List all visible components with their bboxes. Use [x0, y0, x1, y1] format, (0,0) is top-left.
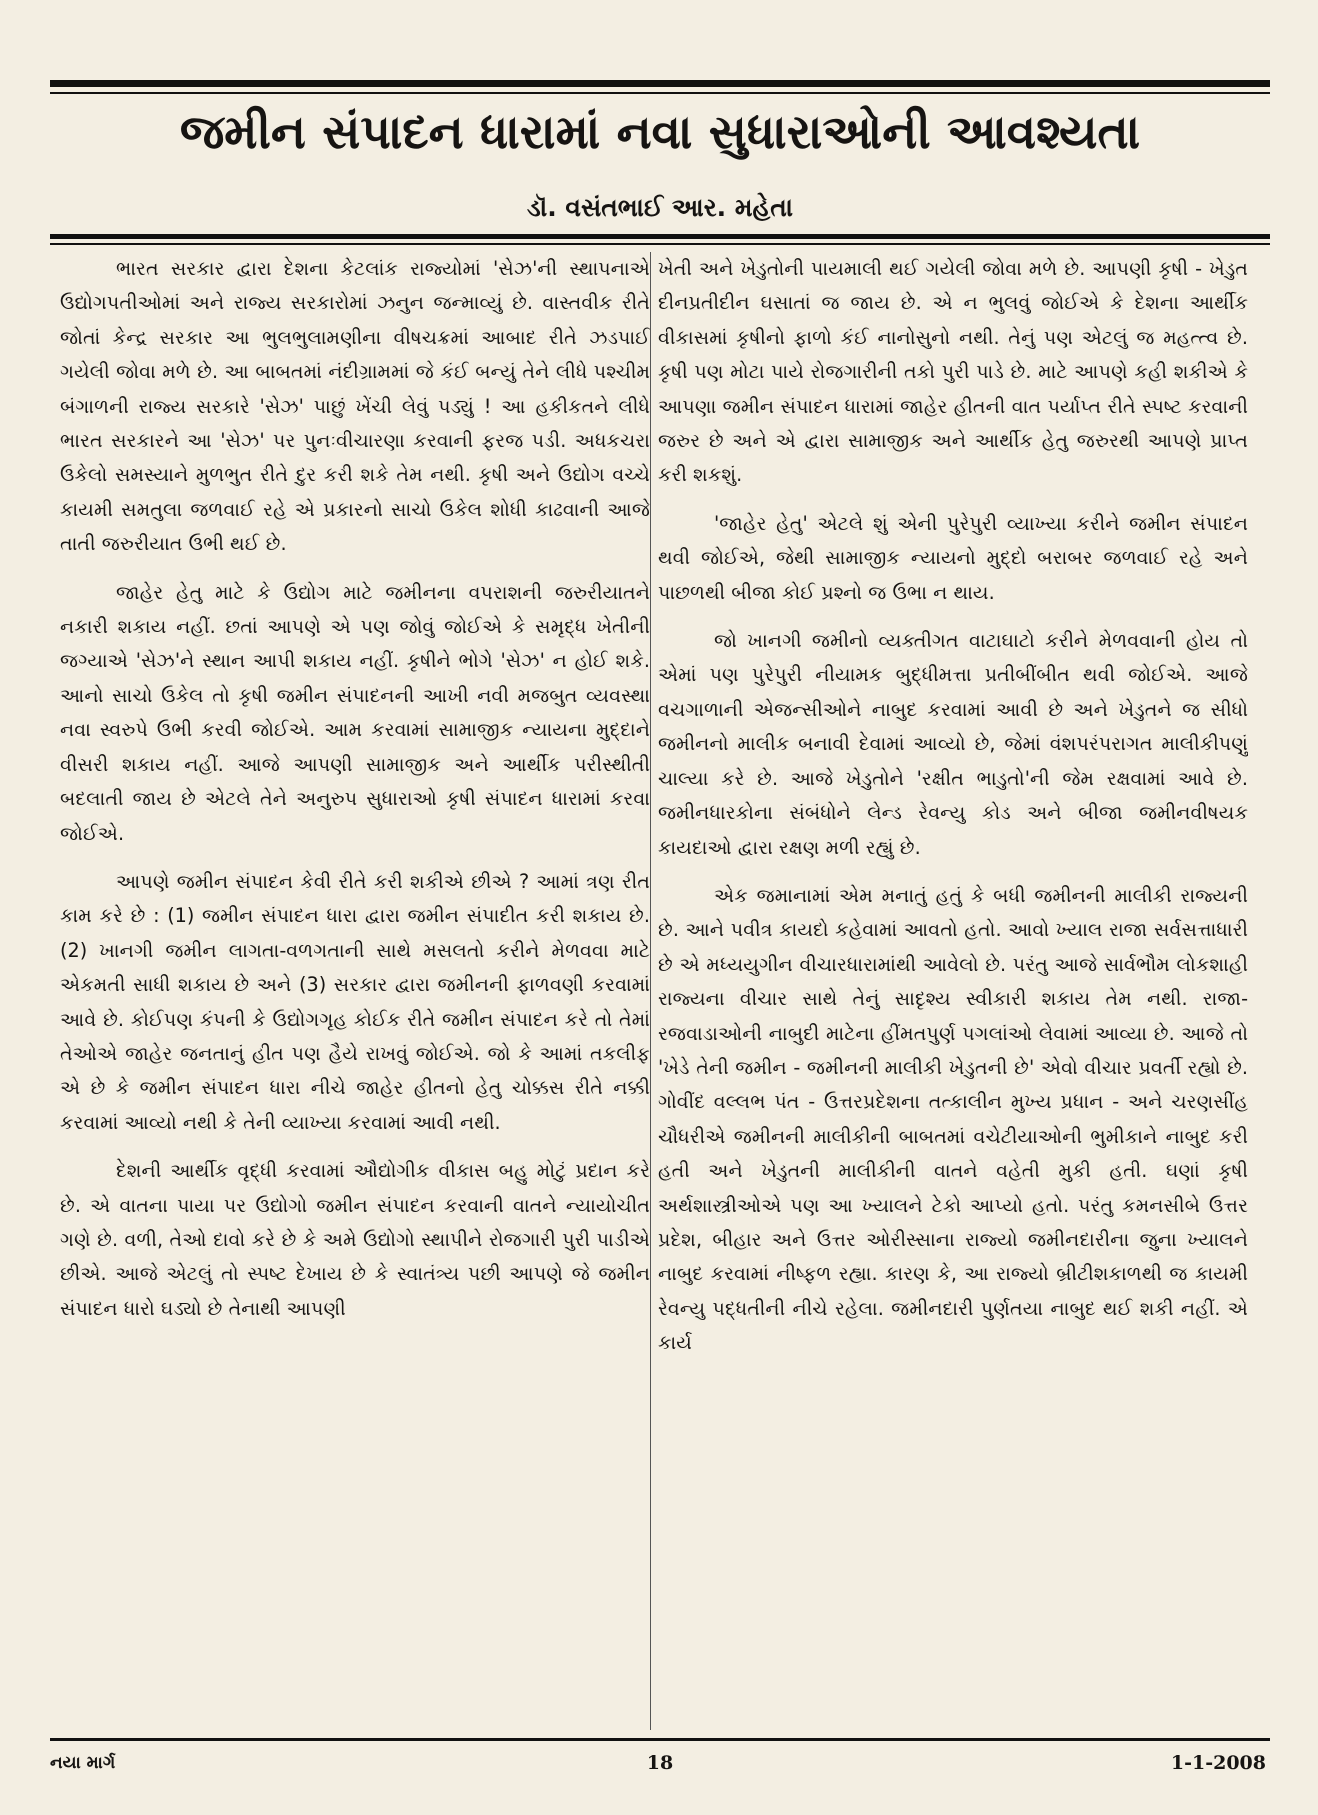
left-column [60, 252, 650, 1730]
right-column [658, 252, 1248, 1730]
issue-date: 1-1-2008 [1170, 1752, 1266, 1774]
paragraph: એક જમાનામાં એમ મનાતું હતું કે બધી જમીનની માલીકી રાજ્યની છે. આને પવીત્ર કાયદો કહેવામાં આવતો હતો. આવો ખ્યાલ રાજા સર્વસત્તાધારી છે એ મધ્યયુગીન વીચારધારામાંથી આવેલો છે. પરંતુ આજે સાર્વભૌમ લોકશાહી રાજ્યના વીચાર સાથે તેનું સાદૃશ્ય સ્વીકારી શકાય તેમ નથી. રાજા-રજવાડાઓની નાબુદી માટેના હીંમતપુર્ણ પગલાંઓ લેવામાં આવ્યા છે. આજે તો 'ખેડે તેની જમીન - જમીનની માલીકી ખેડુતની છે' એવો વીચાર પ્રવર્તી રહ્યો છે. ગોવીંદ વલ્લભ પંત - ઉત્તરપ્રદેશના તત્કાલીન મુખ્ય પ્રધાન - અને ચરણસીંહ ચૌધરીએ જમીનની માલીકીની બાબતમાં વચેટીયાઓની ભુમીકાને નાબુદ કરી હતી અને ખેડુતની માલીકીની વાતને વહેતી મુકી હતી. ઘણાં કૃષી અર્થશાસ્ત્રીઓએ પણ આ ખ્યાલને ટેકો આપ્યો હતો. પરંતુ કમનસીબે ઉત્તર પ્રદેશ, બીહાર અને ઉત્તર ઓરીસ્સાના રાજ્યો જમીનદારીના જુના ખ્યાલને નાબુદ કરવામાં નીષ્ફળ રહ્યા. કારણ કે, આ રાજ્યો બ્રીટીશકાળથી જ કાયમી રેવન્યુ પદ્ધતીની નીચે રહેલા. જમીનદારી પુર્ણતયા નાબુદ થઈ શકી નહીં. એ કાર્ય [658, 883, 1248, 1355]
column-divider [650, 252, 651, 1730]
magazine-name: નયા માર્ગ [50, 1753, 116, 1773]
paragraph: ભારત સરકાર દ્વારા દેશના કેટલાંક રાજ્યોમાં 'સેઝ'ની સ્થાપનાએ ઉદ્યોગપતીઓમાં અને રાજ્ય સરકારોમાં ઝનુન જન્માવ્યું છે. વાસ્તવીક રીતે જોતાં કેન્દ્ર સરકાર આ ભુલભુલામણીના વીષચક્રમાં આબાદ રીતે ઝડપાઈ ગયેલી જોવા મળે છે. આ બાબતમાં નંદીગ્રામમાં જે કંઈ બન્યું તેને લીધે પશ્ચીમ બંગાળની રાજ્ય સરકારે 'સેઝ' પાછું ખેંચી લેવું પડ્યું ! આ હકીકતને લીધે ભારત સરકારને આ 'સેઝ' પર પુનઃવીચારણા કરવાની ફરજ પડી. અધકચરા ઉકેલો સમસ્યાને મુળભુત રીતે દુર કરી શકે તેમ નથી. કૃષી અને ઉદ્યોગ વચ્ચે કાયમી સમતુલા જળવાઈ રહે એ પ્રકારનો સાચો ઉકેલ શોધી કાઢવાની આજે તાતી જરુરીયાત ઉભી થઈ છે. [60, 257, 650, 556]
paragraph: જો ખાનગી જમીનો વ્યક્તીગત વાટાઘાટો કરીને મેળવવાની હોય તો એમાં પણ પુરેપુરી નીયામક બુદ્ધીમત્તા પ્રતીબીંબીત થવી જોઈએ. આજે વચગાળાની એજન્સીઓને નાબુદ કરવામાં આવી છે અને ખેડુતને જ સીધો જમીનનો માલીક બનાવી દેવામાં આવ્યો છે, જેમાં વંશપરંપરાગત માલીકીપણું ચાલ્યા કરે છે. આજે ખેડુતોને 'રક્ષીત ભાડુતો'ની જેમ રક્ષવામાં આવે છે. જમીનધારકોના સંબંધોને લેન્ડ રેવન્યુ કોડ અને બીજા જમીનવીષયક કાયદાઓ દ્વારા રક્ષણ મળી રહ્યું છે. [658, 629, 1248, 859]
page-number: 18 [646, 1752, 674, 1774]
paragraph: દેશની આર્થીક વૃદ્ધી કરવામાં ઔદ્યોગીક વીકાસ બહુ મોટું પ્રદાન કરે છે. એ વાતના પાયા પર ઉદ્યોગો જમીન સંપાદન કરવાની વાતને ન્યાયોચીત ગણે છે. વળી, તેઓ દાવો કરે છે કે અમે ઉદ્યોગો સ્થાપીને રોજગારી પુરી પાડીએ છીએ. આજે એટલું તો સ્પષ્ટ દેખાય છે કે સ્વાતંત્ર્ય પછી આપણે જે જમીન સંપાદન ધારો ઘડ્યો છે તેનાથી આપણી [60, 1159, 650, 1320]
top-rule-thin [50, 92, 1270, 94]
top-rule-thick [50, 80, 1270, 87]
footer-rule [50, 1738, 1270, 1741]
paragraph: ખેતી અને ખેડુતોની પાયમાલી થઈ ગયેલી જોવા મળે છે. આપણી કૃષી - ખેડુત દીનપ્રતીદીન ઘસાતાં જ જાય છે. એ ન ભુલવું જોઈએ કે દેશના આર્થીક વીકાસમાં કૃષીનો ફાળો કંઈ નાનોસુનો નથી. તેનું પણ એટલું જ મહત્ત્વ છે. કૃષી પણ મોટા પાયે રોજગારીની તકો પુરી પાડે છે. માટે આપણે કહી શકીએ કે આપણા જમીન સંપાદન ધારામાં જાહેર હીતની વાત પર્યાપ્ત રીતે સ્પષ્ટ કરવાની જરુર છે અને એ દ્વારા સામાજીક અને આર્થીક હેતુ જરુરથી આપણે પ્રાપ્ત કરી શકશું. [658, 257, 1248, 487]
header-rule-thick [50, 234, 1270, 239]
article-title: જમીન સંપાદન ધારામાં નવા સુધારાઓની આવશ્યતા [179, 105, 1141, 160]
paragraph: આપણે જમીન સંપાદન કેવી રીતે કરી શકીએ છીએ ? આમાં ત્રણ રીત કામ કરે છે : (1) જમીન સંપાદન ધારા દ્વારા જમીન સંપાદીત કરી શકાય છે. (2) ખાનગી જમીન લાગતા-વળગતાની સાથે મસલતો કરીને મેળવવા માટે એકમતી સાધી શકાય છે અને (3) સરકાર દ્વારા જમીનની ફાળવણી કરવામાં આવે છે. કોઈપણ કંપની કે ઉદ્યોગગૃહ કોઈક રીતે જમીન સંપાદન કરે તો તેમાં તેઓએ જાહેર જનતાનું હીત પણ હૈયે રાખવું જોઈએ. જો કે આમાં તકલીફ એ છે કે જમીન સંપાદન ધારા નીચે જાહેર હીતનો હેતુ ચોક્કસ રીતે નક્કી કરવામાં આવ્યો નથી કે તેની વ્યાખ્યા કરવામાં આવી નથી. [60, 869, 650, 1134]
paragraph: 'જાહેર હેતુ' એટલે શું એની પુરેપુરી વ્યાખ્યા કરીને જમીન સંપાદન થવી જોઈએ, જેથી સામાજીક ન્યાયનો મુદ્દો બરાબર જળવાઈ રહે અને પાછળથી બીજા કોઈ પ્રશ્નો જ ઉભા ન થાય. [658, 511, 1248, 604]
paragraph: જાહેર હેતુ માટે કે ઉદ્યોગ માટે જમીનના વપરાશની જરુરીયાતને નકારી શકાય નહીં. છતાં આપણે એ પણ જોવું જોઈએ કે સમૃદ્ધ ખેતીની જગ્યાએ 'સેઝ'ને સ્થાન આપી શકાય નહીં. કૃષીને ભોગે 'સેઝ' ન હોઈ શકે. આનો સાચો ઉકેલ તો કૃષી જમીન સંપાદનની આખી નવી મજબુત વ્યવસ્થા નવા સ્વરુપે ઉભી કરવી જોઈએ. આમ કરવામાં સામાજીક ન્યાયના મુદ્દાને વીસરી શકાય નહીં. આજે આપણી સામાજીક અને આર્થીક પરીસ્થીતી બદલાતી જાય છે એટલે તેને અનુરુપ સુધારાઓ કૃષી સંપાદન ધારામાં કરવા જોઈએ. [60, 580, 650, 845]
article-author: ડૉ. વસંતભાઈ આર. મહેતા [527, 193, 793, 222]
header-rule-thin [50, 243, 1270, 245]
